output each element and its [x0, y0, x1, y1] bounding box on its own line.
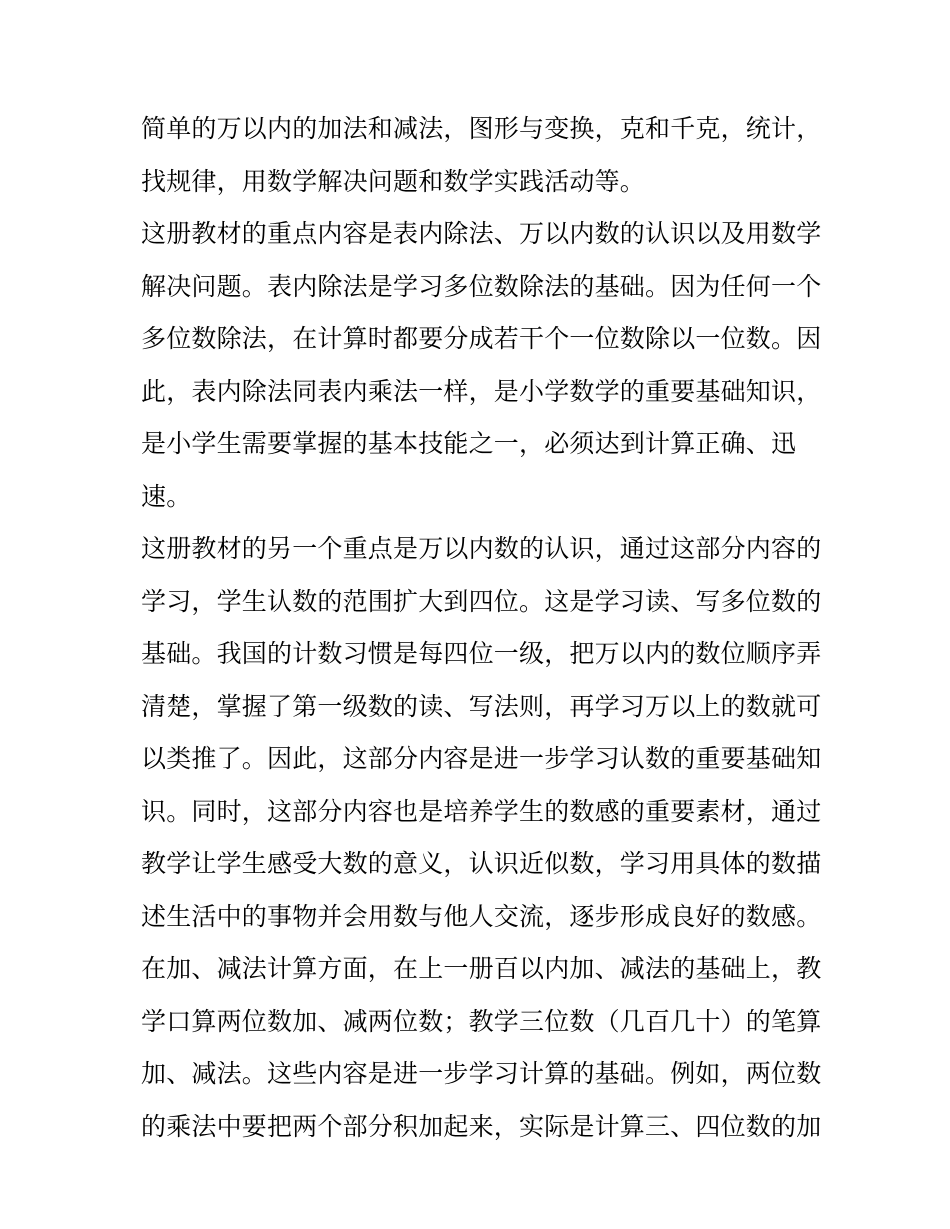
text-line: 学口算两位数加、减两位数；教学三位数（几百几十）的笔算: [141, 1006, 821, 1036]
body-text: [141, 103, 821, 1153]
text-line: 加、减法。这些内容是进一步学习计算的基础。例如，两位数: [141, 1059, 821, 1088]
text-line: 在加、减法计算方面，在上一册百以内加、减法的基础上，教: [141, 954, 821, 983]
text-line: 简单的万以内的加法和减法，图形与变换，克和千克，统计，: [141, 114, 821, 143]
text-line: 教学让学生感受大数的意义，认识近似数，学习用具体的数描: [141, 849, 821, 878]
text-line: 基础。我国的计数习惯是每四位一级，把万以内的数位顺序弄: [141, 639, 821, 668]
text-line: 找规律，用数学解决问题和数学实践活动等。: [141, 166, 646, 196]
text-line: 解决问题。表内除法是学习多位数除法的基础。因为任何一个: [141, 271, 821, 301]
text-line: 清楚，掌握了第一级数的读、写法则，再学习万以上的数就可: [141, 691, 821, 721]
text-line: 识。同时，这部分内容也是培养学生的数感的重要素材，通过: [141, 796, 821, 826]
text-line: 这册教材的另一个重点是万以内数的认识，通过这部分内容的: [141, 534, 821, 563]
text-line: 速。: [141, 481, 192, 511]
text-line: 以类推了。因此，这部分内容是进一步学习认数的重要基础知: [141, 744, 821, 773]
text-line: 此，表内除法同表内乘法一样，是小学数学的重要基础知识，: [141, 376, 821, 406]
text-line: 学习，学生认数的范围扩大到四位。这是学习读、写多位数的: [141, 586, 821, 616]
text-line: 述生活中的事物并会用数与他人交流，逐步形成良好的数感。: [141, 901, 821, 931]
text-line: 的乘法中要把两个部分积加起来，实际是计算三、四位数的加: [141, 1111, 821, 1141]
text-line: 是小学生需要掌握的基本技能之一，必须达到计算正确、迅: [141, 429, 797, 458]
text-line: 多位数除法，在计算时都要分成若干个一位数除以一位数。因: [141, 324, 821, 353]
text-line: 这册教材的重点内容是表内除法、万以内数的认识以及用数学: [141, 219, 821, 248]
